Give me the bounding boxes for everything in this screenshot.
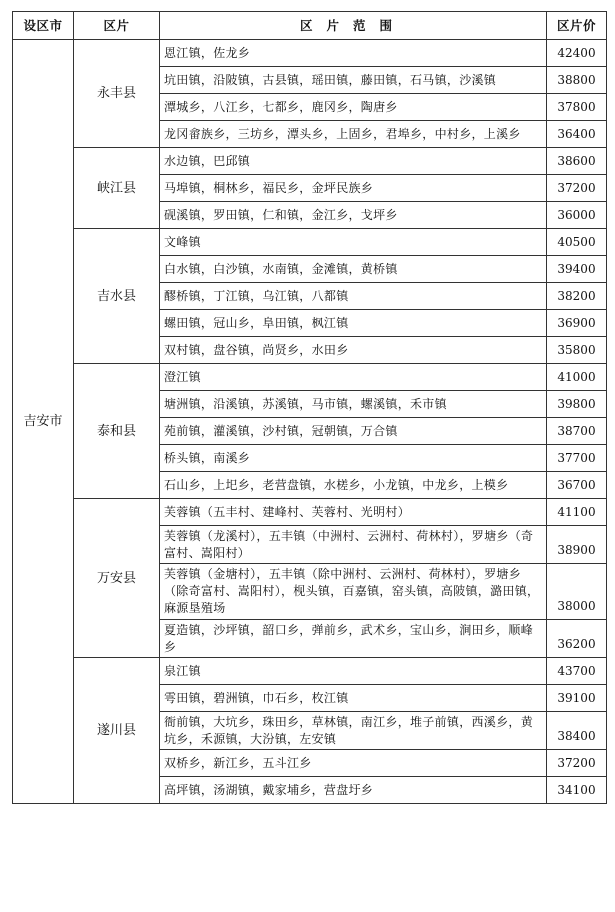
range-cell: 石山乡，上圯乡，老营盘镇，水槎乡，小龙镇，中龙乡，上模乡 — [160, 472, 547, 499]
range-cell: 雩田镇，碧洲镇，巾石乡，枚江镇 — [160, 685, 547, 712]
price-cell: 36400 — [547, 121, 607, 148]
range-cell: 苑前镇，灌溪镇，沙村镇，冠朝镇，万合镇 — [160, 418, 547, 445]
price-cell: 37200 — [547, 175, 607, 202]
price-cell: 34100 — [547, 777, 607, 804]
range-cell: 芙蓉镇（龙溪村），五丰镇（中洲村、云洲村、荷林村），罗塘乡（奇富村、嵩阳村） — [160, 526, 547, 564]
price-cell: 37800 — [547, 94, 607, 121]
range-cell: 双村镇，盘谷镇，尚贤乡，水田乡 — [160, 337, 547, 364]
price-cell: 39400 — [547, 256, 607, 283]
price-cell: 41100 — [547, 499, 607, 526]
header-row — [13, 12, 607, 40]
range-cell: 双桥乡，新江乡，五斗江乡 — [160, 750, 547, 777]
header-county: 区片 — [74, 12, 160, 40]
range-cell: 衙前镇，大坑乡，珠田乡，草林镇，南江乡，堆子前镇，西溪乡，黄坑乡，禾源镇，大汾镇，左安镇 — [160, 712, 547, 750]
price-cell: 37700 — [547, 445, 607, 472]
price-cell: 36700 — [547, 472, 607, 499]
price-cell: 38200 — [547, 283, 607, 310]
range-cell: 水边镇，巴邱镇 — [160, 148, 547, 175]
price-cell: 38600 — [547, 148, 607, 175]
price-cell: 38400 — [547, 712, 607, 750]
price-cell: 38800 — [547, 67, 607, 94]
table-row — [13, 499, 607, 526]
table-row — [13, 148, 607, 175]
table-row — [13, 40, 607, 67]
price-cell: 35800 — [547, 337, 607, 364]
range-cell: 芙蓉镇（金塘村），五丰镇（除中洲村、云洲村、荷林村），罗塘乡（除奇富村、嵩阳村），枧头镇，百嘉镇，窑头镇，高陂镇，潞田镇，麻源垦殖场 — [160, 564, 547, 620]
range-cell: 醪桥镇，丁江镇，乌江镇，八都镇 — [160, 283, 547, 310]
price-cell: 36000 — [547, 202, 607, 229]
price-cell: 40500 — [547, 229, 607, 256]
range-cell: 澄江镇 — [160, 364, 547, 391]
county-cell: 峡江县 — [74, 148, 160, 229]
price-cell: 36900 — [547, 310, 607, 337]
range-cell: 塘洲镇，沿溪镇，苏溪镇，马市镇，螺溪镇，禾市镇 — [160, 391, 547, 418]
range-cell: 文峰镇 — [160, 229, 547, 256]
price-cell: 37200 — [547, 750, 607, 777]
county-cell: 永丰县 — [74, 40, 160, 148]
price-cell: 38900 — [547, 526, 607, 564]
range-cell: 马埠镇，桐林乡，福民乡，金坪民族乡 — [160, 175, 547, 202]
range-cell: 砚溪镇，罗田镇，仁和镇，金江乡，戈坪乡 — [160, 202, 547, 229]
range-cell: 夏造镇，沙坪镇，韶口乡，弹前乡，武术乡，宝山乡，涧田乡，顺峰乡 — [160, 620, 547, 658]
county-cell: 吉水县 — [74, 229, 160, 364]
price-cell: 39800 — [547, 391, 607, 418]
table-body — [13, 40, 607, 804]
range-cell: 潭城乡，八江乡，七都乡，鹿冈乡，陶唐乡 — [160, 94, 547, 121]
city-cell: 吉安市 — [13, 40, 74, 804]
table-row — [13, 658, 607, 685]
price-cell: 38000 — [547, 564, 607, 620]
price-cell: 36200 — [547, 620, 607, 658]
range-cell: 白水镇，白沙镇，水南镇，金滩镇，黄桥镇 — [160, 256, 547, 283]
table-row — [13, 364, 607, 391]
range-cell: 桥头镇，南溪乡 — [160, 445, 547, 472]
range-cell: 恩江镇，佐龙乡 — [160, 40, 547, 67]
price-cell: 38700 — [547, 418, 607, 445]
header-city: 设区市 — [13, 12, 74, 40]
range-cell: 坑田镇，沿陂镇，古县镇，瑶田镇，藤田镇，石马镇，沙溪镇 — [160, 67, 547, 94]
range-cell: 高坪镇，汤湖镇，戴家埔乡，营盘圩乡 — [160, 777, 547, 804]
table-row — [13, 229, 607, 256]
price-cell: 39100 — [547, 685, 607, 712]
header-range: 区片范围 — [160, 12, 547, 40]
county-cell: 泰和县 — [74, 364, 160, 499]
range-cell: 龙冈畲族乡，三坊乡，潭头乡，上固乡，君埠乡，中村乡，上溪乡 — [160, 121, 547, 148]
range-cell: 螺田镇，冠山乡，阜田镇，枫江镇 — [160, 310, 547, 337]
header-price: 区片价 — [547, 12, 607, 40]
price-cell: 42400 — [547, 40, 607, 67]
range-cell: 泉江镇 — [160, 658, 547, 685]
county-cell: 遂川县 — [74, 658, 160, 804]
range-cell: 芙蓉镇（五丰村、建峰村、芙蓉村、光明村） — [160, 499, 547, 526]
price-cell: 43700 — [547, 658, 607, 685]
county-cell: 万安县 — [74, 499, 160, 658]
land-price-table — [12, 11, 607, 804]
price-cell: 41000 — [547, 364, 607, 391]
